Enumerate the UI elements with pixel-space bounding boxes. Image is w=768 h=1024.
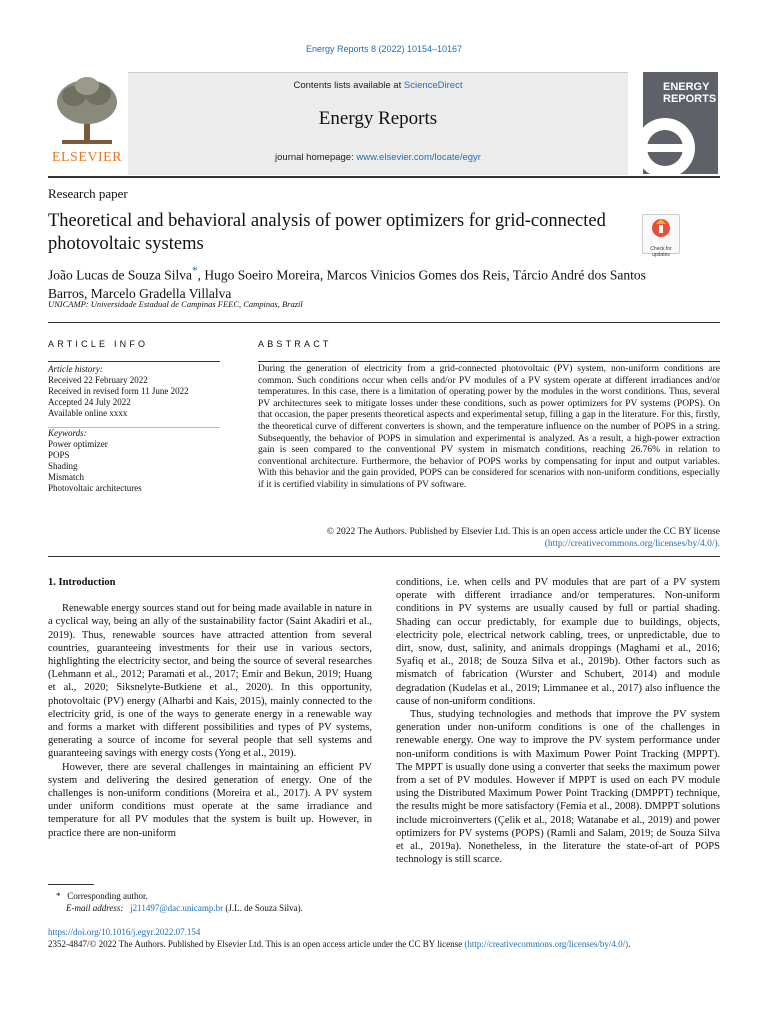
abstract-rule xyxy=(258,361,720,362)
abstract-heading: ABSTRACT xyxy=(258,339,332,349)
body-paragraph: However, there are several challenges in maintaining an efficient PV system and delivering the desired generation of energy. One of the challenges is non-uniform conditions (Moreira et al., 2017). A PV system under uniform conditions must operate at the same irradiance and temperature for all PV modules that the system is built up. However, in practice there are non-uniform xyxy=(48,761,372,839)
history-received: Received 22 February 2022 xyxy=(48,375,148,385)
keyword-item: Photovoltaic architectures xyxy=(48,483,142,493)
abstract-divider xyxy=(48,556,720,557)
footnote-rule xyxy=(48,884,94,885)
check-for-updates-badge[interactable] xyxy=(642,214,680,258)
license-link[interactable]: (http://creativecommons.org/licenses/by/4.0/). xyxy=(544,539,720,549)
crossmark-icon xyxy=(643,215,679,241)
footnote xyxy=(56,890,303,914)
paper-title: Theoretical and behavioral analysis of power optimizers for grid-connected photovoltaic systems xyxy=(48,211,606,254)
abstract-copyright: © 2022 The Authors. Published by Elsevier Ltd. This is an open access article under the CC BY license (http://creativecommons.org/licenses/by/4.0/). xyxy=(326,527,720,549)
cover-title-line2: REPORTS xyxy=(663,93,717,105)
history-accepted: Accepted 24 July 2022 xyxy=(48,397,131,407)
homepage-link[interactable]: www.elsevier.com/locate/egyr xyxy=(356,152,481,163)
email-label: E-mail address: xyxy=(66,903,124,913)
affiliation: UNICAMP: Universidade Estadual de Campinas FEEC, Campinas, Brazil xyxy=(48,299,303,309)
contents-availability: Contents lists available at ScienceDirect xyxy=(293,80,463,91)
cover-title-line1: ENERGY xyxy=(663,81,710,93)
history-label: Article history: xyxy=(48,364,103,374)
header-divider xyxy=(48,176,720,178)
history-revised: Received in revised form 11 June 2022 xyxy=(48,386,189,396)
cover-emblem-icon xyxy=(643,110,718,174)
co-authors: , Hugo Soeiro Moreira, Marcos Vinicios Gomes dos Reis, Tárcio André dos Santos Barros, Marcelo Gradella Villalva xyxy=(48,267,646,301)
crossmark-label: Check for updates xyxy=(650,246,672,258)
keyword-item: Shading xyxy=(48,461,78,471)
history-online: Available online xxxx xyxy=(48,408,128,418)
body-paragraph: Thus, studying technologies and methods that improve the PV system generation under non-uniform conditions is one of the challenges in renewable energy. One way to improve the PV system performance under non-uniform conditions is with Maximum Power Point Tracking (MPPT). The MPPT is usually done using a converter that seeks the maximum power from a set of PV modules. However if MPPT is used on each PV module using the Distributed Maximum Power Point Tracking (DMPPT) technique, the results might be more satisfactory (Femia et al., 2008). DMPPT solutions include microinverters (Çelik et al., 2018; Watanabe et al., 2019) and power optimizers for PV systems (POPS) (Ramli and Salam, 2019; de Souza Silva et al., 2019a). Nonetheless, in the literature the state-of-art of POPS technology is still scarce. xyxy=(396,709,720,866)
footnote-corresponding: Corresponding author. xyxy=(67,891,148,901)
email-link[interactable]: j211497@dac.unicamp.br xyxy=(130,903,224,913)
doi-link[interactable]: https://doi.org/10.1016/j.egyr.2022.07.154 xyxy=(48,927,201,937)
author-name[interactable]: João Lucas de Souza Silva xyxy=(48,267,192,283)
keyword-item: Mismatch xyxy=(48,472,84,482)
section-divider xyxy=(48,322,720,323)
email-owner: (J.L. de Souza Silva). xyxy=(225,903,303,913)
body-column-right xyxy=(396,576,720,866)
journal-citation[interactable]: Energy Reports 8 (2022) 10154–10167 xyxy=(305,44,463,54)
corresponding-author-mark[interactable]: * xyxy=(191,265,198,277)
keyword-item: Power optimizer xyxy=(48,439,108,449)
sciencedirect-link[interactable]: ScienceDirect xyxy=(403,80,463,91)
keywords-label: Keywords: xyxy=(48,428,87,438)
paper-type: Research paper xyxy=(48,186,128,201)
keywords xyxy=(48,428,220,494)
body-column-left xyxy=(48,576,372,840)
footnote-mark: * xyxy=(56,891,61,901)
keyword-item: POPS xyxy=(48,450,70,460)
article-info-heading: ARTICLE INFO xyxy=(48,339,149,349)
author-list xyxy=(48,262,668,303)
footer-license-link[interactable]: (http://creativecommons.org/licenses/by/4.0/) xyxy=(464,939,629,949)
journal-homepage: journal homepage: www.elsevier.com/locate/egyr xyxy=(275,152,481,163)
article-info-rule xyxy=(48,361,220,362)
issn-license-line: 2352-4847/© 2022 The Authors. Published by Elsevier Ltd. This is an open access article under the CC BY license (http://creativecommons.org/licenses/by/4.0/). xyxy=(48,939,631,949)
introduction-heading: 1. Introduction xyxy=(48,577,116,588)
journal-cover-thumbnail[interactable] xyxy=(643,72,718,174)
elsevier-wordmark: ELSEVIER xyxy=(51,150,123,165)
body-paragraph: Renewable energy sources stand out for being made available in nature in a cyclical way, being an ally of the sustainability factor (Saint Akadiri et al., 2019). Thus, renewable sources have attracted attention from several countries, guaranteeing investments for their use in various sectors, highlighting the electricity sector, and being the source of several researches (Lehmann et al., 2012; Paramati et al., 2017; Emir and Bekun, 2019; Huang et al., 2020; Siksnelyte-Butkiene et al., 2020). In this opportunity, photovoltaic (PV) energy (Alharbi and Kais, 2015), mainly connected to the electricity grid, is one of the ways to generate energy in a renewable way and forms a market with different possibilities and types of PV systems, generating a source of income for several people that sell systems and guaranteeing savings with energy costs (Yong et al., 2019). xyxy=(48,603,372,760)
article-history xyxy=(48,364,220,419)
journal-name: Energy Reports xyxy=(318,108,438,129)
body-paragraph: conditions, i.e. when cells and PV modules that are part of a PV system operate with different irradiance and/or temperatures. Non-uniform conditions in PV systems are usually caused by full or partial shading. Shading can occur predictably, for example due to buildings, objects, electricity pole, electrical network cabling, trees, or unpredictable, due to dirt, snow, dust, salinity, and animals droppings (Maghami et al., 2016; Syafiq et al., 2018; de Souza Silva et al., 2019b). Other factors such as mismatch of fabrication (Wurster and Schubert, 2014) and module degradation (Kudelas et al., 2019; Limmanee et al., 2017) also influence the cause of non-uniform conditions. xyxy=(396,577,720,707)
abstract-text: During the generation of electricity from a grid-connected photovoltaic (PV) system, non-uniform conditions are common. Such conditions occur when cells and/or PV modules of a PV system operate at different irradiances and/or temperatures. In this case, there is a limitation of operating power by the modules in the worst conditions. Thus, several PV architectures seek to mitigate losses under these conditions, such as power optimizers for PV systems (POPS). On that occasion, the paper presents theoretical aspects and experimental setup, filling a gap in the literature. For this, firstly, the theoretical curve of different converters is shown, and the temperature influence on the number of POPS in a string. Subsequently, the behavior of POPS in simulation and experimental is analyzed. As a result, a high-power extraction gain is seen compared to the conventional PV system in mismatch conditions, reaching 26.76% in relation to conventional architecture. Furthermore, the behavior of POPS works by compensating for input and output variables. With this behavior and the gain provided, POPS can be considered for scenarios with non-uniform conditions, especially if it is certified viability in simulations of PV software. xyxy=(258,364,720,490)
